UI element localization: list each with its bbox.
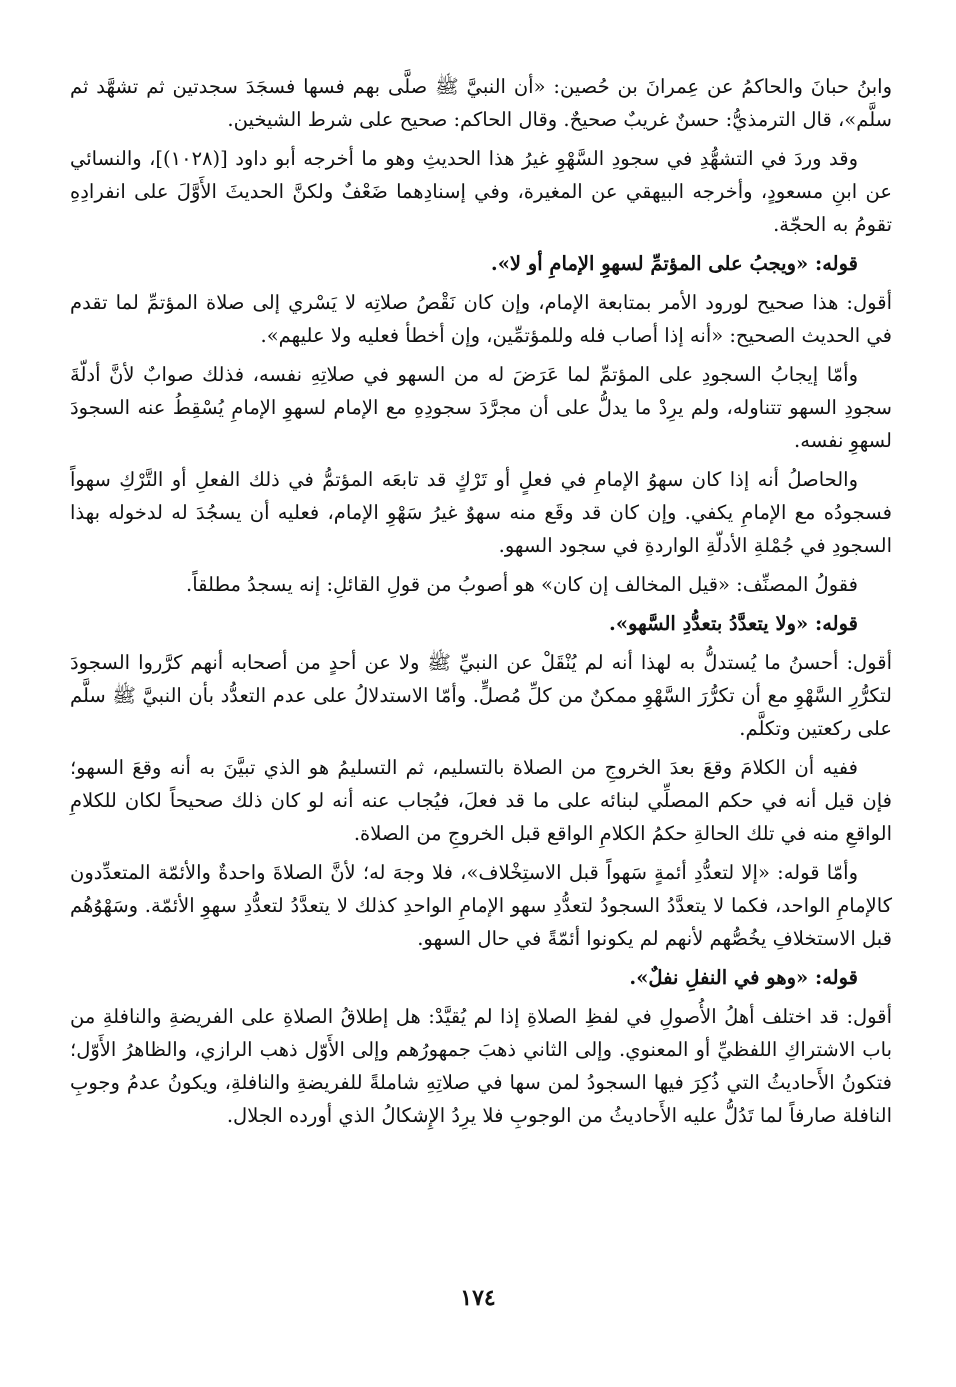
quote-heading-3: قوله: «وهو في النفلِ نفلٌ». bbox=[629, 966, 858, 989]
paragraph-5: والحاصلُ أنه إذا كان سهوُ الإمامِ في فعلٍ أو تَرْكٍ قد تابعَه المؤتمُّ في ذلك الفعلِ أو التَّرْكِ سهواً فسجودُه مع الإمامِ يكفي. وإن كان قد وقَع منه سهوٌ غيرُ سَهْوِ الإمام، فعليه أن يسجُدَ له لدخوله بهذا السجودِ في جُمْلةِ الأدلّةِ الواردةِ في سجود السهو. bbox=[70, 468, 892, 557]
quote-heading-1: قوله: «ويجبُ على المؤتمِّ لسهوِ الإمامِ أو لا». bbox=[490, 252, 858, 275]
page-number: ١٧٤ bbox=[460, 1285, 496, 1311]
paragraph-7: أقول: أحسنُ ما يُستدلُّ به لهذا أنه لم يُنْقَلْ عن النبيِّ ﷺ ولا عن أحدٍ من أصحابه أنهم كرَّروا السجودَ لتكرُّرِ السَّهْوِ مع أن تكرُّرَ السَّهْوِ ممكنٌ من كلِّ مُصلٍّ. وأمّا الاستدلالُ على عدم التعدُّد بأن النبيَّ ﷺ سلَّم على ركعتين وتكلَّم. bbox=[70, 651, 892, 740]
quote-heading-2: قوله: «ولا يتعدَّدُ بتعدُّدِ السَّهو». bbox=[609, 612, 858, 635]
paragraph-8: ففيه أن الكلامَ وقعَ بعدَ الخروجِ من الصلاة بالتسليم، ثم التسليمُ هو الذي تبيَّنَ به أنه وقعَ السهو؛ فإن قيل أنه في حكم المصلِّي لبنائه على ما قد فعلَ، فيُجاب عنه أنه لو كان ذلك صحيحاً لكان للكلامِ الواقعِ منه في تلك الحالةِ حكمُ الكلامِ الواقع قبل الخروجِ من الصلاة. bbox=[70, 756, 892, 845]
paragraph-3: أقول: هذا صحيح لورود الأمر بمتابعة الإمام، وإن كان نَقْصُ صلاتِه لا يَسْري إلى صلاة المؤتمِّ لما تقدم في الحديث الصحيح: «أنه إذا أصاب فله وللمؤتمِّين، وإن أخطأ فعليه ولا عليهم». bbox=[70, 291, 892, 347]
paragraph-4: وأمّا إيجابُ السجودِ على المؤتمِّ لما عَرَضَ له من السهو في صلاتِهِ نفسه، فذلك صوابٌ لأنَّ أدلّةَ سجودِ السهو تتناوله، ولم يرِدْ ما يدلُّ على أن مجرَّدَ سجودِهِ مع الإمام لسهوِ الإمامِ يُسْقِطُ عنه السجودَ لسهوِ نفسه. bbox=[70, 363, 892, 452]
page-body bbox=[70, 70, 892, 1138]
paragraph-10: أقول: قد اختلف أهلُ الأُصولِ في لفظِ الصلاةِ إذا لم يُقيَّدْ: هل إطلاقُ الصلاةِ على الفريضةِ والنافلةِ من باب الاشتراكِ اللفظيِّ أو المعنوي. وإلى الثاني ذهبَ جمهورُهم وإلى الأَوّل ذهب الرازي، والظاهرُ الأَوّل؛ فتكونُ الأَحاديثُ التي ذُكِرَ فيها السجودُ لمن سها في صلاتِهِ شاملةً للفريضةِ والنافلةِ، ويكونُ عدمُ وجوبِ النافلة صارفاً لما تَدُلُّ عليه الأَحاديثُ من الوجوبِ فلا يرِدُ الإِشكالُ الذي أورده الجلال. bbox=[70, 1005, 892, 1127]
paragraph-1: وابنُ حبانَ والحاكمُ عن عِمرانَ بن حُصين: «أن النبيَّ ﷺ صلَّى بهم فسها فسجَدَ سجدتين ثم تشهَّد ثم سلَّم»، قال الترمذيُّ: حسنٌ غريبٌ صحيحٌ. وقال الحاكم: صحيح على شرط الشيخين. bbox=[70, 75, 892, 131]
paragraph-9: وأمّا قوله: «إلا لتعدُّدِ أئمةٍ سَهواً قبل الاستِخْلاف»، فلا وجهَ له؛ لأنَّ الصلاةَ واحدةٌ والأئمّة المتعدِّدون كالإمامِ الواحد، فكما لا يتعدَّدُ السجودُ لتعدُّدِ سهو الإمامِ الواحدِ كذلك لا يتعدَّدُ لتعدُّدِ سهوِ الأئمّة. وسَهْوُهُم قبل الاستخلافِ يخُصُّهم لأنهم لم يكونوا أئمّةً في حال السهو. bbox=[70, 861, 892, 950]
paragraph-6: فقولُ المصنِّف: «قيل المخالف إن كان» هو أصوبُ من قولِ القائلِ: إنه يسجدُ مطلقاً. bbox=[186, 573, 858, 596]
paragraph-2: وقد وردَ في التشهُّدِ في سجودِ السَّهْوِ غيرُ هذا الحديثِ وهو ما أخرجه أبو داود [(١٠٢٨)]، والنسائي عن ابنِ مسعودٍ، وأخرجه البيهقي عن المغيرة، وفي إسنادِهما ضَعْفٌ ولكنَّ الحديثَ الأَوَّلَ على انفرادِهِ تقومُ به الحجّة. bbox=[70, 147, 892, 236]
